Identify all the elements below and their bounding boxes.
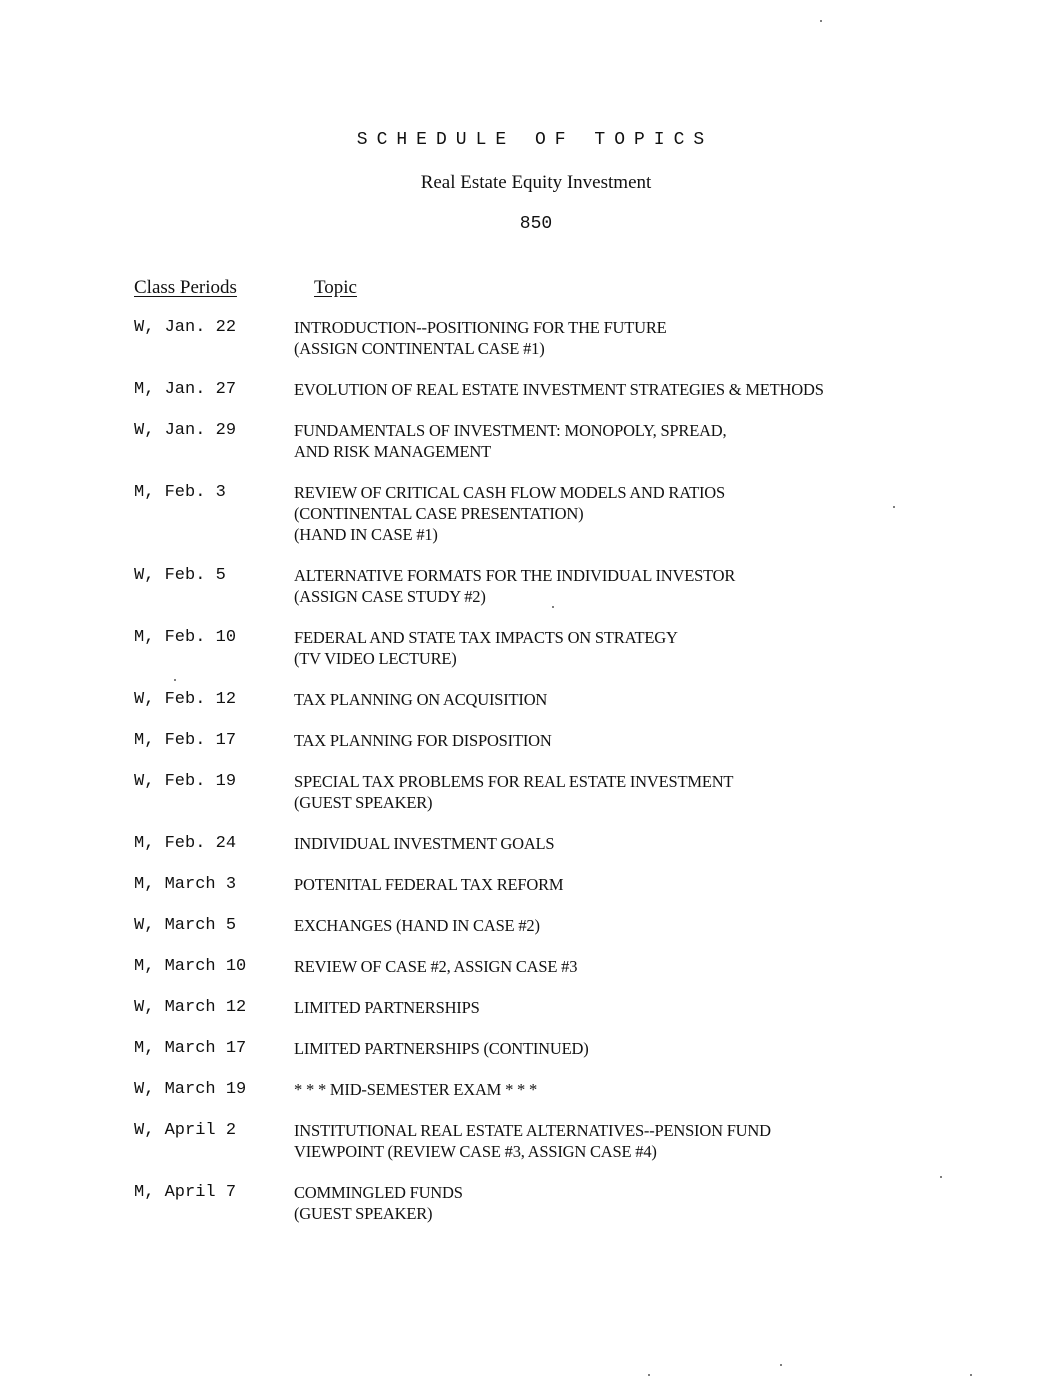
topic-line: (CONTINENTAL CASE PRESENTATION): [294, 504, 584, 523]
class-period-date: M, Feb. 17: [134, 731, 237, 750]
topic-line: TAX PLANNING ON ACQUISITION: [294, 690, 548, 709]
topic-text: [294, 956, 934, 977]
page-title: SCHEDULE OF TOPICS: [356, 130, 714, 150]
topic-text: [294, 627, 934, 669]
topic-text: [294, 997, 934, 1018]
class-period-date: W, Jan. 29: [134, 421, 237, 440]
topic-text: [294, 1038, 934, 1059]
column-header-class-periods: Class Periods: [134, 277, 237, 298]
topic-text: [294, 482, 934, 545]
course-number: 850: [519, 214, 553, 234]
scan-speck: [820, 20, 822, 22]
topic-line: COMMINGLED FUNDS: [294, 1183, 463, 1202]
topic-text: [294, 833, 934, 854]
class-period-date: W, Feb. 19: [134, 772, 237, 791]
topic-text: [294, 915, 934, 936]
course-name: Real Estate Equity Investment: [420, 172, 652, 193]
topic-text: [294, 730, 934, 751]
topic-line: INTRODUCTION--POSITIONING FOR THE FUTURE: [294, 318, 667, 337]
topic-text: [294, 771, 934, 813]
class-period-date: W, March 5: [134, 916, 237, 935]
scan-speck: [648, 1374, 650, 1376]
topic-line: (ASSIGN CONTINENTAL CASE #1): [294, 339, 545, 358]
class-period-date: W, March 12: [134, 998, 247, 1017]
topic-line: LIMITED PARTNERSHIPS (CONTINUED): [294, 1039, 589, 1058]
class-period-date: W, April 2: [134, 1121, 237, 1140]
class-period-date: M, Feb. 24: [134, 834, 237, 853]
topic-line: REVIEW OF CRITICAL CASH FLOW MODELS AND RATIOS: [294, 483, 725, 502]
topic-line: SPECIAL TAX PROBLEMS FOR REAL ESTATE INVESTMENT: [294, 772, 734, 791]
class-period-date: M, March 17: [134, 1039, 247, 1058]
topic-text: [294, 1182, 934, 1224]
topic-line: (TV VIDEO LECTURE): [294, 649, 457, 668]
topic-text: [294, 689, 934, 710]
scan-speck: [970, 1374, 972, 1376]
class-period-date: W, Jan. 22: [134, 318, 237, 337]
topic-line: (GUEST SPEAKER): [294, 793, 433, 812]
topic-text: [294, 420, 934, 462]
topic-line: VIEWPOINT (REVIEW CASE #3, ASSIGN CASE #4): [294, 1142, 657, 1161]
class-period-date: M, March 3: [134, 875, 237, 894]
class-period-date: M, March 10: [134, 957, 247, 976]
topic-text: [294, 874, 934, 895]
topic-text: [294, 1120, 934, 1162]
topic-line: (ASSIGN CASE STUDY #2): [294, 587, 486, 606]
topic-line: INDIVIDUAL INVESTMENT GOALS: [294, 834, 555, 853]
scan-speck: [940, 1176, 942, 1178]
topic-line: EVOLUTION OF REAL ESTATE INVESTMENT STRATEGIES & METHODS: [294, 380, 824, 399]
class-period-date: W, March 19: [134, 1080, 247, 1099]
class-period-date: W, Feb. 12: [134, 690, 237, 709]
scan-speck: [780, 1364, 782, 1366]
topic-text: [294, 1079, 934, 1100]
class-period-date: W, Feb. 5: [134, 566, 226, 585]
scan-speck: [552, 606, 554, 608]
topic-line: (HAND IN CASE #1): [294, 525, 438, 544]
topic-line: LIMITED PARTNERSHIPS: [294, 998, 480, 1017]
scan-speck: [174, 679, 176, 681]
topic-line: TAX PLANNING FOR DISPOSITION: [294, 731, 552, 750]
topic-line: FEDERAL AND STATE TAX IMPACTS ON STRATEGY: [294, 628, 678, 647]
topic-line: INSTITUTIONAL REAL ESTATE ALTERNATIVES--PENSION FUND: [294, 1121, 771, 1140]
topic-line: REVIEW OF CASE #2, ASSIGN CASE #3: [294, 957, 578, 976]
topic-line: EXCHANGES (HAND IN CASE #2): [294, 916, 540, 935]
topic-line: * * * MID-SEMESTER EXAM * * *: [294, 1080, 538, 1099]
topic-line: FUNDAMENTALS OF INVESTMENT: MONOPOLY, SPREAD,: [294, 421, 727, 440]
topic-text: [294, 565, 934, 607]
topic-line: ALTERNATIVE FORMATS FOR THE INDIVIDUAL INVESTOR: [294, 566, 736, 585]
topic-line: AND RISK MANAGEMENT: [294, 442, 491, 461]
class-period-date: M, Jan. 27: [134, 380, 237, 399]
column-header-topic: Topic: [314, 277, 357, 298]
topic-text: [294, 317, 934, 359]
topic-line: POTENITAL FEDERAL TAX REFORM: [294, 875, 564, 894]
class-period-date: M, Feb. 10: [134, 628, 237, 647]
class-period-date: M, April 7: [134, 1183, 237, 1202]
class-period-date: M, Feb. 3: [134, 483, 226, 502]
topic-line: (GUEST SPEAKER): [294, 1204, 433, 1223]
topic-text: [294, 379, 934, 400]
scan-speck: [893, 506, 895, 508]
